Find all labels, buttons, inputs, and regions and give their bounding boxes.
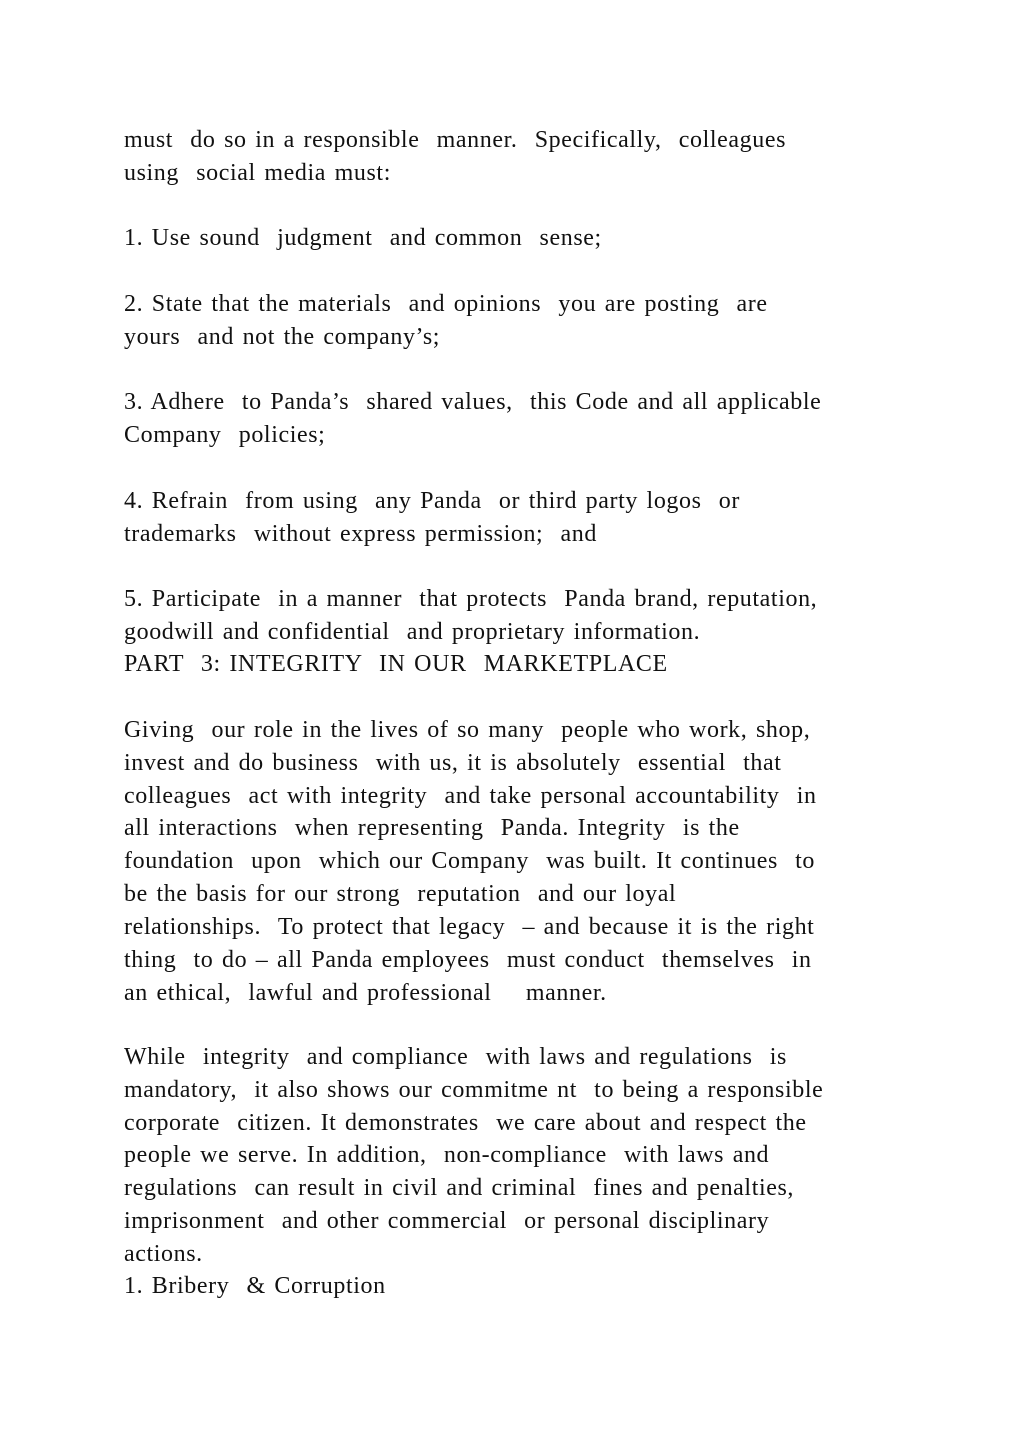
text-line: 5. Participate in a manner that protects Panda brand, reputation, <box>124 586 818 612</box>
text-line: Company policies; <box>124 422 326 448</box>
text-line: relationships. To protect that legacy – and because it is the right <box>124 914 815 940</box>
text-line: 4. Refrain from using any Panda or third party logos or <box>124 488 740 514</box>
text-line: colleagues act with integrity and take personal accountability in <box>124 783 817 809</box>
text-line: mandatory, it also shows our commitme nt to being a responsible <box>124 1077 824 1103</box>
section-heading: PART 3: INTEGRITY IN OUR MARKETPLACE <box>124 651 668 677</box>
text-line: regulations can result in civil and criminal fines and penalties, <box>124 1175 795 1201</box>
text-line: all interactions when representing Panda. Integrity is the <box>124 815 740 841</box>
text-line: 3. Adhere to Panda’s shared values, this Code and all applicable <box>124 389 822 415</box>
text-line: using social media must: <box>124 160 391 186</box>
text-line: an ethical, lawful and professional manner. <box>124 980 607 1006</box>
text-line: actions. <box>124 1241 203 1267</box>
text-line: goodwill and confidential and proprietary information. <box>124 619 701 645</box>
text-line: thing to do – all Panda employees must conduct themselves in <box>124 947 812 973</box>
text-line: trademarks without express permission; and <box>124 521 597 547</box>
text-line: foundation upon which our Company was built. It continues to <box>124 848 815 874</box>
text-line: yours and not the company’s; <box>124 324 441 350</box>
subsection-heading: 1. Bribery & Corruption <box>124 1273 386 1299</box>
text-line: be the basis for our strong reputation and our loyal <box>124 881 677 907</box>
text-line: corporate citizen. It demonstrates we care about and respect the <box>124 1110 807 1136</box>
text-line: 1. Use sound judgment and common sense; <box>124 225 602 251</box>
text-line: people we serve. In addition, non-compliance with laws and <box>124 1142 770 1168</box>
text-line: invest and do business with us, it is absolutely essential that <box>124 750 782 776</box>
text-line: 2. State that the materials and opinions you are posting are <box>124 291 768 317</box>
text-line: imprisonment and other commercial or personal disciplinary <box>124 1208 770 1234</box>
text-line: must do so in a responsible manner. Specifically, colleagues <box>124 127 787 153</box>
text-line: While integrity and compliance with laws and regulations is <box>124 1044 787 1070</box>
text-line: Giving our role in the lives of so many people who work, shop, <box>124 717 811 743</box>
